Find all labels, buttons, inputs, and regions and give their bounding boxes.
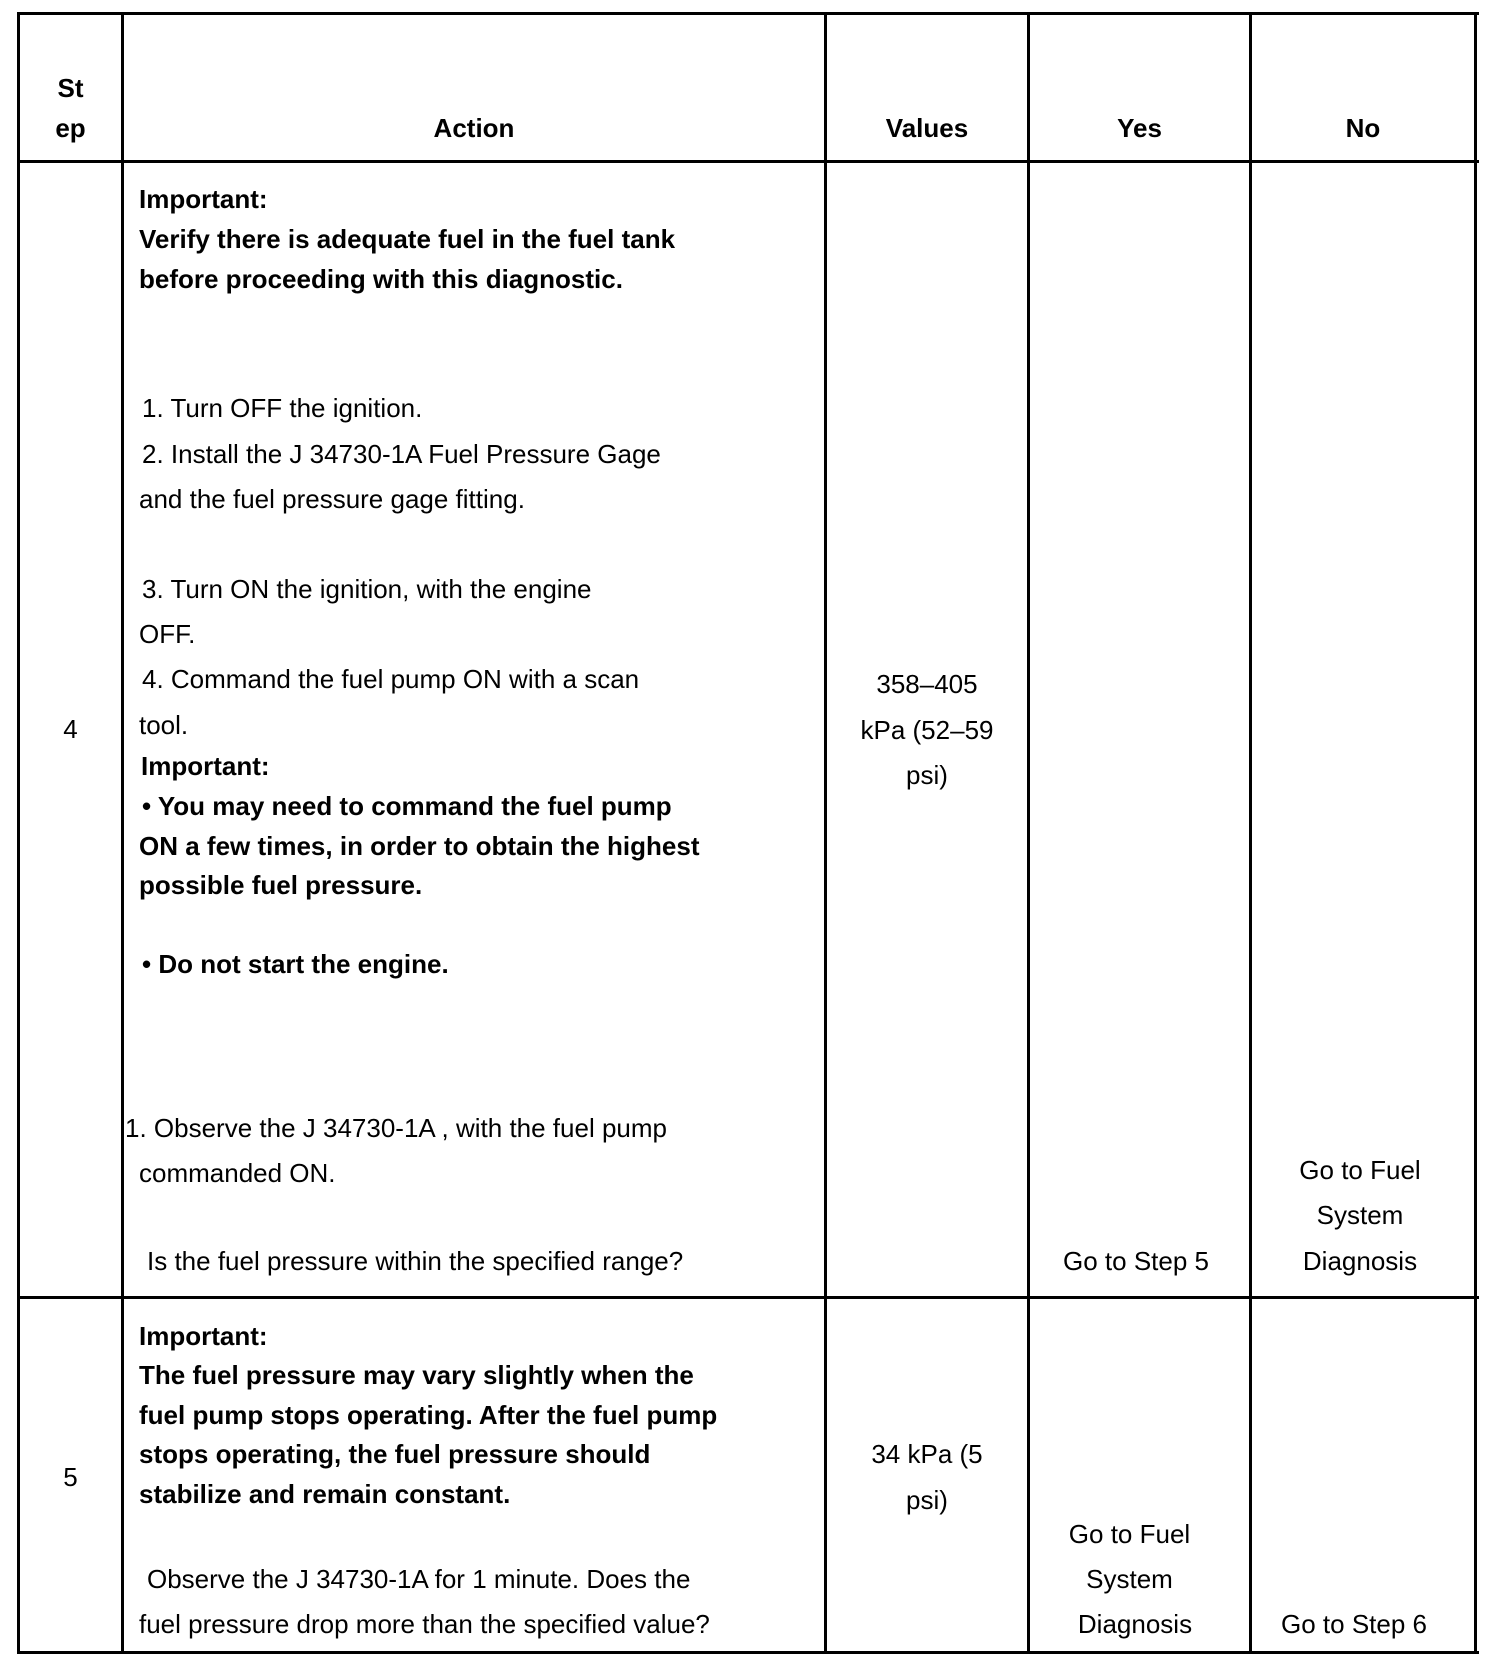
header-divider (17, 160, 1479, 163)
question-text: fuel pressure drop more than the specified value? (139, 1609, 710, 1639)
important-bullet: • You may need to command the fuel pump (142, 791, 672, 821)
question-text: Is the fuel pressure within the specified range? (147, 1246, 684, 1276)
values-text: 34 kPa (5 (871, 1439, 983, 1469)
important-text: stabilize and remain constant. (139, 1479, 511, 1509)
important-label: Important: (141, 751, 270, 781)
table-border-top (17, 12, 1479, 15)
header-action: Action (433, 113, 515, 143)
step-instruction: tool. (139, 710, 189, 740)
important-text: fuel pump stops operating. After the fuel pump (139, 1400, 718, 1430)
column-divider-yes (1027, 12, 1030, 1654)
important-label: Important: (139, 184, 268, 214)
question-text: Observe the J 34730-1A for 1 minute. Does the (147, 1564, 691, 1594)
header-no: No (1345, 113, 1381, 143)
important-label: Important: (139, 1321, 268, 1351)
table-border-right (1474, 12, 1477, 1654)
important-bullet: • Do not start the engine. (142, 949, 449, 979)
no-result: Diagnosis (1302, 1246, 1418, 1276)
step-instruction: 1. Observe the J 34730-1A , with the fuel pump (125, 1113, 667, 1143)
column-divider-action (121, 12, 124, 1654)
step-instruction: 1. Turn OFF the ignition. (142, 393, 423, 423)
important-text: Verify there is adequate fuel in the fuel tank (139, 224, 676, 254)
no-result: Go to Fuel (1299, 1155, 1421, 1185)
values-text: psi) (906, 1485, 948, 1515)
row-divider (17, 1296, 1479, 1299)
values-text: kPa (52–59 (860, 715, 994, 745)
important-bullet: possible fuel pressure. (139, 870, 423, 900)
step-instruction: and the fuel pressure gage fitting. (139, 484, 525, 514)
important-text: The fuel pressure may vary slightly when the (139, 1360, 694, 1390)
no-result: System (1316, 1200, 1404, 1230)
header-values: Values (885, 113, 969, 143)
values-text: 358–405 (876, 669, 978, 699)
yes-result: Go to Step 5 (1063, 1246, 1209, 1276)
step-instruction: 2. Install the J 34730-1A Fuel Pressure Gage (142, 439, 661, 469)
important-text: before proceeding with this diagnostic. (139, 264, 623, 294)
important-bullet: ON a few times, in order to obtain the highest (139, 831, 700, 861)
header-step-line1: St (57, 73, 84, 103)
no-result: Go to Step 6 (1281, 1609, 1427, 1639)
values-text: psi) (906, 760, 948, 790)
step-instruction: OFF. (139, 619, 196, 649)
table-border-left (17, 12, 20, 1654)
column-divider-values (824, 12, 827, 1654)
yes-result: Go to Fuel (1068, 1519, 1191, 1549)
yes-result: System (1086, 1564, 1173, 1594)
step-instruction: commanded ON. (139, 1158, 336, 1188)
step-number: 5 (63, 1462, 78, 1492)
column-divider-no (1249, 12, 1252, 1654)
step-instruction: 3. Turn ON the ignition, with the engine (142, 574, 592, 604)
step-instruction: 4. Command the fuel pump ON with a scan (142, 664, 640, 694)
header-step-line2: ep (55, 113, 86, 143)
important-text: stops operating, the fuel pressure should (139, 1439, 651, 1469)
header-yes: Yes (1117, 113, 1162, 143)
yes-result: Diagnosis (1077, 1609, 1193, 1639)
step-number: 4 (63, 714, 78, 744)
